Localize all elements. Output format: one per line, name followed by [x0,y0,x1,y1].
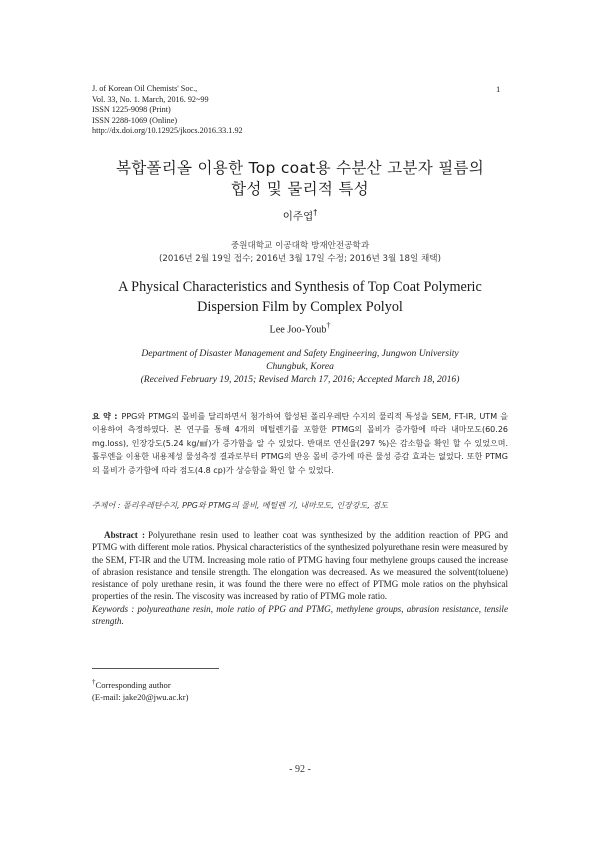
corresponding-mark: † [326,321,331,330]
page-footer: - 92 - [289,764,311,775]
english-author-name: Lee Joo-Youb [269,324,327,336]
footnote-mark: † [92,678,96,686]
english-abstract [92,529,508,627]
korean-title-line: 복합폴리올 이용한 Top coat용 수분산 고분자 필름의 [115,159,485,177]
footnote-divider [92,668,219,669]
korean-abstract-label: 요 약 : [92,412,118,421]
english-abstract-label: Abstract : [104,530,145,540]
korean-title-line: 합성 및 물리적 특성 [231,180,369,198]
english-keywords: Keywords : polyureathane resin, mole ratio of PPG and PTMG, methylene groups, abrasion resistance, tensile strength. [92,603,508,627]
korean-abstract [92,410,508,477]
journal-line: J. of Korean Oil Chemists' Soc., [92,84,198,93]
footnote-email[interactable]: (E-mail: jake20@jwu.ac.kr) [92,691,189,702]
journal-line: ISSN 1225-9098 (Print) [92,105,171,115]
english-title [60,277,540,317]
english-affiliation-line: Chungbuk, Korea [266,361,334,372]
journal-citation [92,84,243,137]
english-author [60,321,540,335]
doi-link[interactable]: http://dx.doi.org/10.12925/jkocs.2016.33.1.92 [92,126,243,136]
english-affiliation-line: Department of Disaster Management and Safety Engineering, Jungwon University [141,348,459,359]
korean-dates: (2016년 2월 19일 접수; 2016년 3월 17일 수정; 2016년 3월 18일 채택) [159,254,441,264]
footnote-author-label: Corresponding author [95,679,171,690]
korean-title [60,158,540,200]
english-title-line: A Physical Characteristics and Synthesis of Top Coat Polymeric [118,279,482,295]
korean-author [60,208,540,224]
page-number: 1 [496,84,501,94]
korean-abstract-text: PPG와 PTMG의 몰비를 달리하면서 첨가하여 합성된 폴리우레탄 수지의 물리적 특성을 SEM, FT-IR, UTM 을 이용하여 측정하였다. 본 연구를 통해 4개의 메틸렌기를 포함한 PTMG의 몰비가 증가함에 따라 내마모도(60.26 mg.loss), 인장강도(5.24 kg/㎟)가 증가함을 알 수 있었다. 반대로 연신율(297 %)은 감소함을 확인 할 수 있었으며. 톨루엔을 이용한 내용제성 물성측정 결과로부터 PTMG의 반응 몰비 증가에 따른 물성 증감 효과는 없었다. 또한 PTMG의 몰비가 증가함에 따라 점도(4.8 cp)가 상승함을 확인 할 수 있었다. [92,412,508,475]
english-affiliation [60,347,540,386]
korean-affiliation-name: 중원대학교 이공대학 방재안전공학과 [230,241,370,251]
korean-author-name: 이주엽 [282,210,314,223]
corresponding-mark: † [313,208,318,217]
english-title-line: Dispersion Film by Complex Polyol [197,299,403,315]
journal-line: ISSN 2288-1069 (Online) [92,115,178,125]
footnote [92,676,188,703]
korean-affiliation [60,240,540,266]
korean-keywords: 주제어 : 폴리우레탄수지, PPG와 PTMG의 몰비, 메틸렌 기, 내마모도, 인장강도, 점도 [92,501,388,510]
english-dates: (Received February 19, 2015; Revised March 17, 2016; Accepted March 18, 2016) [140,374,460,385]
english-abstract-text: Polyurethane resin used to leather coat was synthesized by the addition reaction of PPG and PTMG with different mole ratios. Physical characteristics of the synthesized polyurethane resin were measured by the SEM, FT-IR and the UTM. Increasing mole ratio of PTMG having four methylene groups caused the increase of abrasion resistance and tensile strength. The elongation was decreased. As we measured the solvent(toluene) resistance of poly urethane resin, it was found the there were no effect of PTMG mole ratios on the phyhsical properties of the resin. The viscosity was increased by ratio of PTMG mole ratio. [92,530,508,602]
journal-line: Vol. 33, No. 1. March, 2016. 92~99 [92,94,209,104]
